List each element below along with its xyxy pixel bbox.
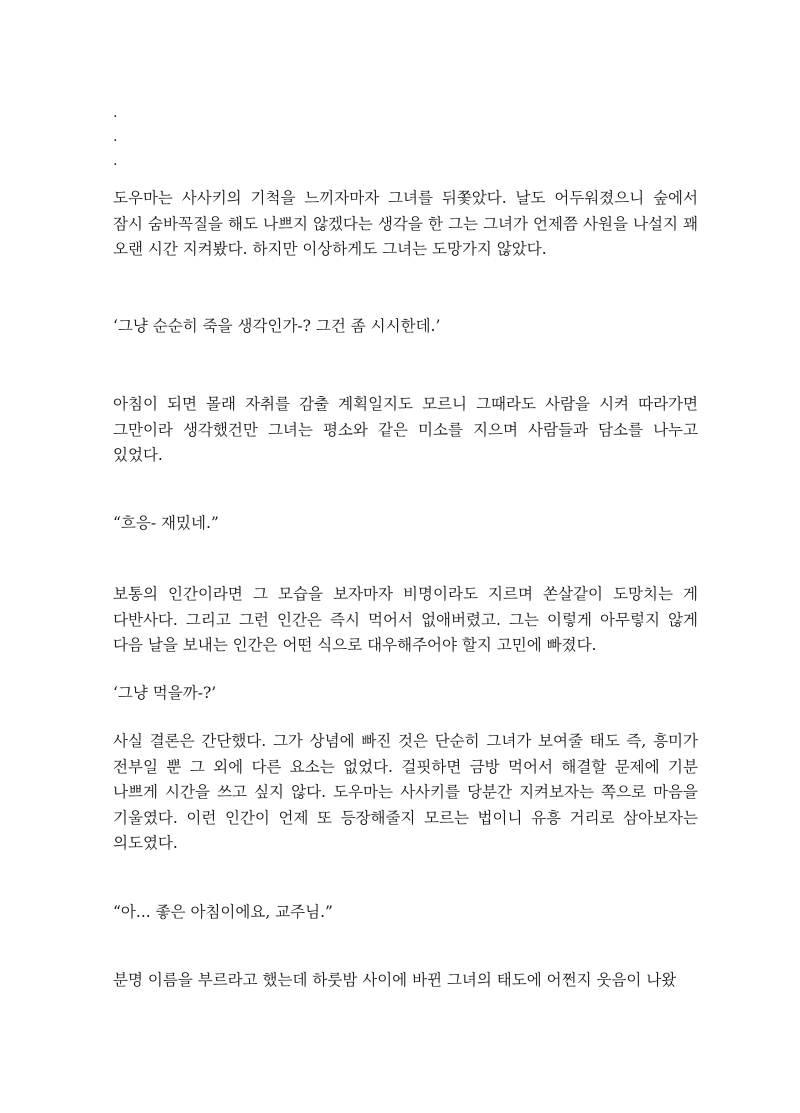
inner-thought-line: ‘그냥 순순히 죽을 생각인가-? 그건 좀 시시한데.’ [113, 317, 441, 335]
body-paragraph: 보통의 인간이라면 그 모습을 보자마자 비명이라도 지르며 쏜살같이 도망치는 게 다반사다. 그리고 그런 인간은 즉시 먹어서 없애버렸고. 그는 이렇게 아무렇지 않게 다음 날을 보내는 인간은 어떤 식으로 대우해주어야 할지 고민에 빠졌다. [113, 585, 698, 654]
inner-thought-line: ‘그냥 먹을까-?’ [113, 684, 217, 702]
body-paragraph: 도우마는 사사키의 기척을 느끼자마자 그녀를 뒤쫓았다. 날도 어두워졌으니 숲에서 잠시 숨바꼭질을 해도 나쁘지 않겠다는 생각을 한 그는 그녀가 언제쯤 사원을 나설지 꽤 오랜 시간 지켜봤다. 하지만 이상하게도 그녀는 도망가지 않았다. [113, 189, 698, 258]
ellipsis-dot: . [113, 153, 118, 169]
dialogue-line: “아... 좋은 아침이에요, 교주님.” [113, 903, 333, 921]
dialogue-line: “흐응- 재밌네.” [113, 514, 219, 532]
body-paragraph: 사실 결론은 간단했다. 그가 상념에 빠진 것은 단순히 그녀가 보여줄 태도 즉, 흥미가 전부일 뿐 그 외에 다른 요소는 없었다. 걸핏하면 금방 먹어서 해결할 문제에 기분 나쁘게 시간을 쓰고 싶지 않다. 도우마는 사사키를 당분간 지켜보자는 쪽으로 마음을 기울였다. 이런 인간이 언제 또 등장해줄지 모르는 법이니 유흥 거리로 삼아보자는 의도였다. [113, 732, 698, 852]
body-paragraph: 분명 이름을 부르라고 했는데 하룻밤 사이에 바뀐 그녀의 태도에 어쩐지 웃음이 나왔 [113, 971, 677, 989]
ellipsis-dot: . [113, 129, 118, 145]
ellipsis-dot: . [113, 105, 118, 121]
body-paragraph: 아침이 되면 몰래 자취를 감출 계획일지도 모르니 그때라도 사람을 시켜 따라가면 그만이라 생각했건만 그녀는 평소와 같은 미소를 지으며 사람들과 담소를 나누고 있었다. [113, 395, 698, 464]
